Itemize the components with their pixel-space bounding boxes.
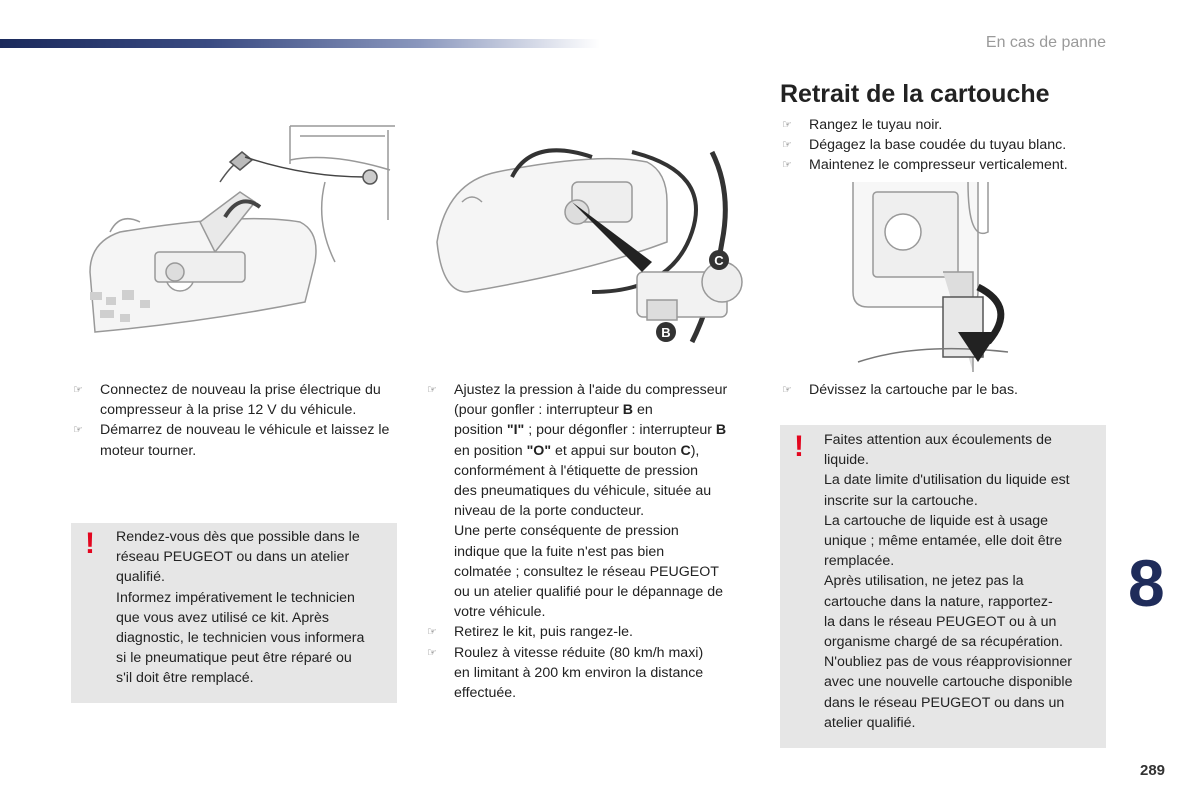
bullet-marker-icon: ☞: [782, 159, 792, 172]
list-item: ☞ Rangez le tuyau noir.: [780, 115, 1110, 135]
bullet-marker-icon: ☞: [73, 384, 83, 396]
warning-icon: !: [85, 527, 95, 560]
list-item: ☞ Dégagez la base coudée du tuyau blanc.: [780, 135, 1110, 155]
bullet-marker-icon: ☞: [427, 626, 437, 639]
list-item: ☞ Ajustez la pression à l'aide du compresseur (pour gonfler : interrupteur B en position "I" ; pour dégonfler : interrupteur B en position "O" et appui sur bouton C), conformément à l'étiquette de pression des pneumatiques du véhicule, située au niveau de la porte conducteur. Une perte conséquente de pression indique que la fuite n'est pas bien colmatée ; consultez le réseau PEUGEOT ou un atelier qualifié pour le dépannage de votre véhicule.: [427, 382, 728, 621]
list-item: ☞ Démarrez de nouveau le véhicule et laissez le moteur tourner.: [73, 422, 390, 459]
list-item: ☞ Roulez à vitesse réduite (80 km/h maxi) en limitant à 200 km environ la distance effectuée.: [427, 644, 704, 702]
warning-icon: !: [794, 430, 804, 463]
label-c: C: [714, 253, 724, 268]
list-item: ☞ Connectez de nouveau la prise électrique du compresseur à la prise 12 V du véhicule.: [73, 382, 381, 419]
bullet-marker-icon: ☞: [427, 646, 437, 659]
illustration-12v-socket: [70, 122, 400, 346]
bullet-marker-icon: ☞: [782, 384, 792, 396]
page-heading: Retrait de la cartouche: [780, 80, 1050, 108]
header-color-bar: [0, 39, 600, 48]
col1-list: [71, 380, 396, 461]
bullet-marker-icon: ☞: [73, 424, 83, 437]
list-item: ☞ Retirez le kit, puis rangez-le.: [425, 622, 760, 642]
warning-note-cartridge: ! Faites attention aux écoulements de liquide. La date limite d'utilisation du liquide est inscrite sur la cartouche. La cartouche de liquide est à usage unique ; même entamée, elle doit être remplacée. Après utilisation, ne jetez pas la cartouche dans la nature, rapportez- la dans le réseau PEUGEOT ou à un organisme chargé de sa récupération. N'oubliez pas de vous réapprovisionner avec une nouvelle cartouche disponible dans le réseau PEUGEOT ou dans un atelier qualifié.: [780, 425, 1106, 748]
col3-top-list: [780, 115, 1110, 176]
section-title: En cas de panne: [985, 34, 1106, 51]
list-item: ☞ Maintenez le compresseur verticalement.: [780, 155, 1110, 175]
illustration-cartridge: [848, 182, 1018, 372]
col3-list: [780, 380, 1110, 400]
bullet-marker-icon: ☞: [427, 384, 437, 396]
warning-note-repair: ! Rendez-vous dès que possible dans le réseau PEUGEOT ou dans un atelier qualifié. Informez impérativement le technicien que vous avez utilisé ce kit. Après diagnostic, le technicien vous informera si le pneumatique peut être réparé ou s'il doit être remplacé.: [71, 523, 397, 703]
chapter-number: 8: [1128, 546, 1165, 620]
list-item: ☞ Dévissez la cartouche par le bas.: [780, 380, 1110, 400]
bullet-marker-icon: ☞: [782, 139, 792, 152]
bullet-marker-icon: ☞: [782, 119, 792, 131]
col2-list: [425, 380, 760, 703]
page-number: 289: [1140, 762, 1166, 779]
illustration-compressor-switches: [432, 142, 752, 347]
label-b: B: [661, 325, 671, 340]
